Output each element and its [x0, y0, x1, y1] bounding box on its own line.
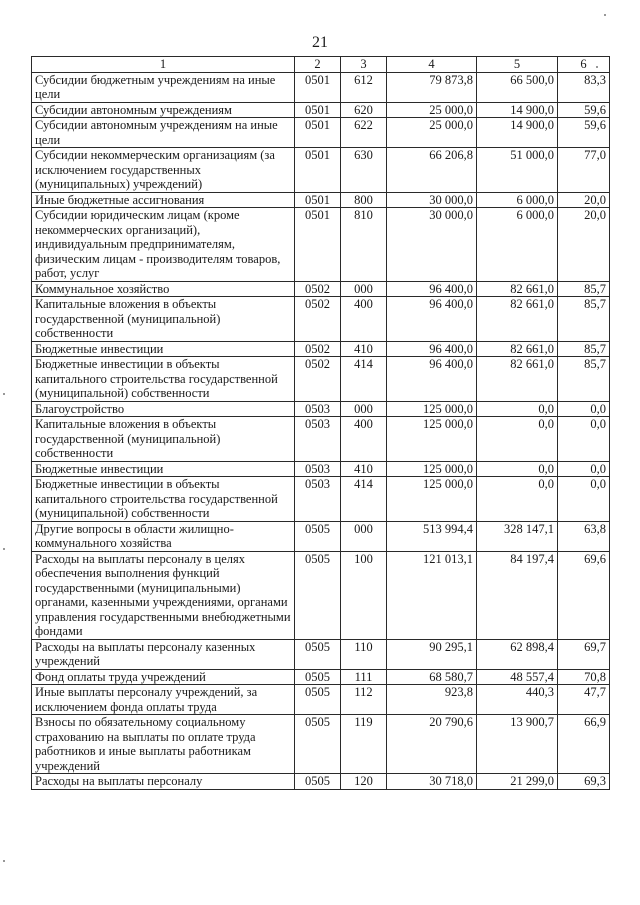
row-fact-amount: 0,0 — [477, 401, 558, 417]
table-row — [32, 774, 610, 790]
row-section-code: 0505 — [295, 715, 341, 774]
row-name: Благоустройство — [32, 401, 295, 417]
row-section-code: 0502 — [295, 297, 341, 342]
budget-table — [31, 56, 610, 790]
row-name: Расходы на выплаты персоналу — [32, 774, 295, 790]
table-row — [32, 461, 610, 477]
row-percent: 85,7 — [558, 281, 610, 297]
row-plan-amount: 513 994,4 — [387, 521, 477, 551]
row-fact-amount: 6 000,0 — [477, 208, 558, 282]
table-row — [32, 551, 610, 639]
row-plan-amount: 30 000,0 — [387, 208, 477, 282]
row-section-code: 0503 — [295, 401, 341, 417]
table-row — [32, 72, 610, 102]
row-percent: 69,3 — [558, 774, 610, 790]
table-row — [32, 521, 610, 551]
table-row — [32, 192, 610, 208]
row-expense-type: 400 — [341, 297, 387, 342]
row-percent: 0,0 — [558, 401, 610, 417]
page-number: 21 — [312, 34, 328, 51]
row-fact-amount: 48 557,4 — [477, 669, 558, 685]
row-expense-type: 111 — [341, 669, 387, 685]
row-section-code: 0505 — [295, 521, 341, 551]
row-plan-amount: 25 000,0 — [387, 102, 477, 118]
row-percent: 47,7 — [558, 685, 610, 715]
scan-speck — [604, 14, 606, 16]
row-name: Субсидии автономным учреждениям — [32, 102, 295, 118]
row-fact-amount: 6 000,0 — [477, 192, 558, 208]
table-row — [32, 297, 610, 342]
table-row — [32, 357, 610, 402]
row-section-code: 0502 — [295, 341, 341, 357]
row-name: Бюджетные инвестиции — [32, 461, 295, 477]
row-plan-amount: 125 000,0 — [387, 461, 477, 477]
row-plan-amount: 30 000,0 — [387, 192, 477, 208]
row-plan-amount: 30 718,0 — [387, 774, 477, 790]
row-percent: 66,9 — [558, 715, 610, 774]
row-plan-amount: 125 000,0 — [387, 477, 477, 522]
scan-speck — [3, 548, 5, 550]
row-percent: 0,0 — [558, 461, 610, 477]
row-expense-type: 100 — [341, 551, 387, 639]
row-plan-amount: 90 295,1 — [387, 639, 477, 669]
row-fact-amount: 66 500,0 — [477, 72, 558, 102]
row-fact-amount: 0,0 — [477, 477, 558, 522]
table-row — [32, 118, 610, 148]
row-section-code: 0505 — [295, 685, 341, 715]
row-section-code: 0501 — [295, 148, 341, 193]
column-header: 1 — [32, 57, 295, 73]
scan-speck — [596, 66, 598, 68]
row-expense-type: 000 — [341, 521, 387, 551]
row-percent: 59,6 — [558, 118, 610, 148]
table-row — [32, 102, 610, 118]
row-plan-amount: 96 400,0 — [387, 297, 477, 342]
row-fact-amount: 82 661,0 — [477, 281, 558, 297]
row-section-code: 0501 — [295, 192, 341, 208]
row-name: Бюджетные инвестиции в объекты капитального строительства государственной (муниципальной) собственности — [32, 357, 295, 402]
row-fact-amount: 82 661,0 — [477, 357, 558, 402]
row-name: Капитальные вложения в объекты государственной (муниципальной) собственности — [32, 417, 295, 462]
row-expense-type: 400 — [341, 417, 387, 462]
row-section-code: 0505 — [295, 639, 341, 669]
row-fact-amount: 0,0 — [477, 417, 558, 462]
row-percent: 20,0 — [558, 208, 610, 282]
row-fact-amount: 82 661,0 — [477, 297, 558, 342]
row-percent: 69,6 — [558, 551, 610, 639]
row-expense-type: 414 — [341, 477, 387, 522]
scan-speck — [3, 393, 5, 395]
row-percent: 63,8 — [558, 521, 610, 551]
table-row — [32, 148, 610, 193]
table-row — [32, 401, 610, 417]
row-name: Иные выплаты персоналу учреждений, за исключением фонда оплаты труда — [32, 685, 295, 715]
column-header: 3 — [341, 57, 387, 73]
row-name: Капитальные вложения в объекты государственной (муниципальной) собственности — [32, 297, 295, 342]
row-section-code: 0501 — [295, 72, 341, 102]
row-name: Фонд оплаты труда учреждений — [32, 669, 295, 685]
row-plan-amount: 96 400,0 — [387, 357, 477, 402]
row-expense-type: 000 — [341, 401, 387, 417]
row-section-code: 0501 — [295, 102, 341, 118]
table-row — [32, 281, 610, 297]
row-fact-amount: 13 900,7 — [477, 715, 558, 774]
row-fact-amount: 62 898,4 — [477, 639, 558, 669]
row-section-code: 0505 — [295, 669, 341, 685]
row-section-code: 0501 — [295, 208, 341, 282]
row-fact-amount: 14 900,0 — [477, 118, 558, 148]
row-plan-amount: 125 000,0 — [387, 417, 477, 462]
row-name: Коммунальное хозяйство — [32, 281, 295, 297]
row-name: Бюджетные инвестиции — [32, 341, 295, 357]
row-expense-type: 410 — [341, 461, 387, 477]
table-row — [32, 477, 610, 522]
table-row — [32, 417, 610, 462]
row-section-code: 0505 — [295, 551, 341, 639]
row-percent: 85,7 — [558, 341, 610, 357]
row-name: Субсидии автономным учреждениям на иные цели — [32, 118, 295, 148]
row-fact-amount: 0,0 — [477, 461, 558, 477]
row-name: Взносы по обязательному социальному страхованию на выплаты по оплате труда работников и иные выплаты работникам учреждений — [32, 715, 295, 774]
row-percent: 20,0 — [558, 192, 610, 208]
row-expense-type: 000 — [341, 281, 387, 297]
row-plan-amount: 96 400,0 — [387, 281, 477, 297]
row-section-code: 0502 — [295, 357, 341, 402]
row-fact-amount: 84 197,4 — [477, 551, 558, 639]
row-plan-amount: 25 000,0 — [387, 118, 477, 148]
table-row — [32, 639, 610, 669]
row-fact-amount: 21 299,0 — [477, 774, 558, 790]
header-row — [32, 57, 610, 73]
column-header: 2 — [295, 57, 341, 73]
row-expense-type: 630 — [341, 148, 387, 193]
table-row — [32, 341, 610, 357]
row-fact-amount: 440,3 — [477, 685, 558, 715]
table-row — [32, 208, 610, 282]
row-plan-amount: 79 873,8 — [387, 72, 477, 102]
row-fact-amount: 51 000,0 — [477, 148, 558, 193]
row-fact-amount: 328 147,1 — [477, 521, 558, 551]
row-expense-type: 120 — [341, 774, 387, 790]
row-plan-amount: 923,8 — [387, 685, 477, 715]
scan-speck — [3, 860, 5, 862]
row-name: Субсидии юридическим лицам (кроме некоммерческих организаций), индивидуальным предпринимателям, физическим лицам - производителям товаров, работ, услуг — [32, 208, 295, 282]
row-percent: 83,3 — [558, 72, 610, 102]
row-percent: 0,0 — [558, 417, 610, 462]
row-section-code: 0503 — [295, 477, 341, 522]
row-expense-type: 110 — [341, 639, 387, 669]
row-plan-amount: 66 206,8 — [387, 148, 477, 193]
row-percent: 70,8 — [558, 669, 610, 685]
row-plan-amount: 121 013,1 — [387, 551, 477, 639]
row-expense-type: 414 — [341, 357, 387, 402]
row-expense-type: 410 — [341, 341, 387, 357]
row-percent: 85,7 — [558, 297, 610, 342]
table-row — [32, 715, 610, 774]
table-row — [32, 669, 610, 685]
row-section-code: 0503 — [295, 417, 341, 462]
row-section-code: 0502 — [295, 281, 341, 297]
row-section-code: 0503 — [295, 461, 341, 477]
row-name: Расходы на выплаты персоналу казенных учреждений — [32, 639, 295, 669]
row-name: Субсидии некоммерческим организациям (за исключением государственных (муниципальных) учреждений) — [32, 148, 295, 193]
row-plan-amount: 20 790,6 — [387, 715, 477, 774]
column-header: 6 — [558, 57, 610, 73]
row-percent: 69,7 — [558, 639, 610, 669]
row-plan-amount: 96 400,0 — [387, 341, 477, 357]
row-expense-type: 612 — [341, 72, 387, 102]
row-name: Иные бюджетные ассигнования — [32, 192, 295, 208]
row-section-code: 0501 — [295, 118, 341, 148]
row-percent: 85,7 — [558, 357, 610, 402]
column-header: 5 — [477, 57, 558, 73]
column-header: 4 — [387, 57, 477, 73]
row-name: Другие вопросы в области жилищно-коммунального хозяйства — [32, 521, 295, 551]
row-plan-amount: 125 000,0 — [387, 401, 477, 417]
row-name: Расходы на выплаты персоналу в целях обеспечения выполнения функций государственными (муниципальными) органами, казенными учреждениями, органами управления государственными внебюджетными фондами — [32, 551, 295, 639]
table-row — [32, 685, 610, 715]
row-percent: 59,6 — [558, 102, 610, 118]
row-fact-amount: 82 661,0 — [477, 341, 558, 357]
row-expense-type: 112 — [341, 685, 387, 715]
row-expense-type: 119 — [341, 715, 387, 774]
row-name: Субсидии бюджетным учреждениям на иные цели — [32, 72, 295, 102]
row-expense-type: 620 — [341, 102, 387, 118]
row-plan-amount: 68 580,7 — [387, 669, 477, 685]
row-expense-type: 810 — [341, 208, 387, 282]
row-percent: 0,0 — [558, 477, 610, 522]
row-percent: 77,0 — [558, 148, 610, 193]
row-name: Бюджетные инвестиции в объекты капитального строительства государственной (муниципальной) собственности — [32, 477, 295, 522]
row-fact-amount: 14 900,0 — [477, 102, 558, 118]
row-expense-type: 800 — [341, 192, 387, 208]
row-section-code: 0505 — [295, 774, 341, 790]
row-expense-type: 622 — [341, 118, 387, 148]
